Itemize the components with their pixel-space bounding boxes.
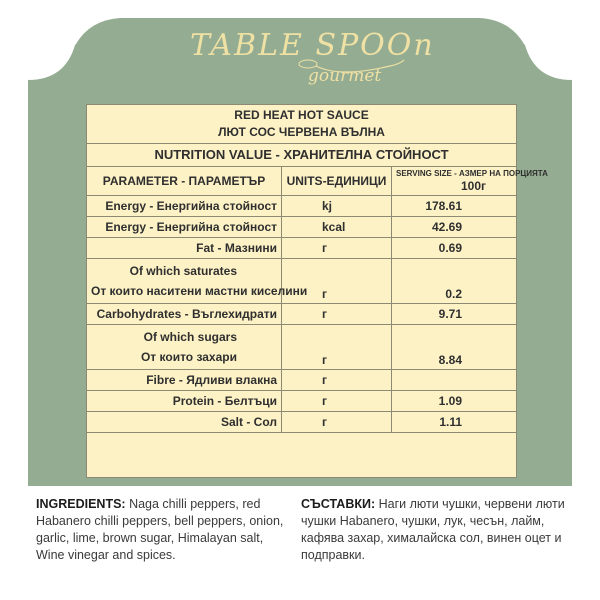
empty-cell bbox=[87, 433, 517, 478]
value-cell: 1.11 bbox=[392, 412, 517, 433]
param-line-2: От които захари bbox=[140, 350, 237, 364]
serving-size-value: 100г bbox=[461, 179, 487, 193]
unit-cell: kcal bbox=[282, 217, 392, 238]
header-serving bbox=[392, 167, 548, 196]
table-row bbox=[87, 370, 517, 391]
table-row bbox=[87, 325, 517, 370]
param-cell: Energy - Енергийна стойност bbox=[87, 196, 282, 217]
serving-size-label: SERVING SIZE - АЗМЕР НА ПОРЦИЯТА bbox=[396, 169, 548, 178]
logo-brand-text: TABLE SPOOn bbox=[190, 28, 435, 63]
ingredients-en bbox=[36, 496, 294, 564]
logo-sub-text: gourmet bbox=[308, 66, 382, 86]
value-cell: 178.61 bbox=[392, 196, 517, 217]
table-row bbox=[87, 304, 517, 325]
table-row bbox=[87, 196, 517, 217]
value-cell: 42.69 bbox=[392, 217, 517, 238]
param-cell: Fibre - Ядливи влакна bbox=[87, 370, 282, 391]
param-cell: Protein - Белтъци bbox=[87, 391, 282, 412]
ingredients-bg-text: Наги люти чушки, червени люти чушки Habanero, чушки, лук, чесън, лайм, кафява захар, хималайска сол, винен оцет и подправки. bbox=[301, 497, 565, 562]
unit-cell: г bbox=[282, 304, 392, 325]
param-cell bbox=[87, 259, 308, 304]
value-cell: 9.71 bbox=[392, 304, 517, 325]
table-row bbox=[87, 391, 517, 412]
unit-cell: г bbox=[282, 325, 392, 370]
ingredients-bg-title: СЪСТАВКИ: bbox=[301, 497, 376, 511]
param-cell: Salt - Сол bbox=[87, 412, 282, 433]
unit-cell: г bbox=[282, 412, 392, 433]
param-cell: Energy - Енергийна стойност bbox=[87, 217, 282, 238]
value-cell bbox=[392, 370, 517, 391]
table-row bbox=[87, 238, 517, 259]
unit-cell: г bbox=[282, 238, 392, 259]
header-parameter: PARAMETER - ПАРАМЕТЪР bbox=[87, 167, 282, 196]
param-line-1: Of which sugars bbox=[143, 330, 237, 344]
product-title-en: RED HEAT HOT SAUCE bbox=[234, 108, 369, 122]
unit-cell: г bbox=[282, 259, 392, 304]
unit-cell: г bbox=[282, 391, 392, 412]
product-title-bg: ЛЮТ СОС ЧЕРВЕНА ВЪЛНА bbox=[218, 125, 385, 139]
value-cell: 0.2 bbox=[392, 259, 517, 304]
empty-row bbox=[87, 433, 517, 478]
nutrition-heading-row bbox=[87, 144, 517, 167]
header-row bbox=[87, 167, 517, 196]
value-cell: 8.84 bbox=[392, 325, 517, 370]
unit-cell: kj bbox=[282, 196, 392, 217]
param-line-2: От които наситени мастни киселини bbox=[91, 284, 308, 298]
table-row bbox=[87, 412, 517, 433]
param-cell: Fat - Мазнини bbox=[87, 238, 282, 259]
param-cell: Carbohydrates - Въглехидрати bbox=[87, 304, 282, 325]
product-title-cell bbox=[87, 105, 517, 144]
param-line-1: Of which saturates bbox=[129, 264, 237, 278]
ingredients-en-title: INGREDIENTS: bbox=[36, 497, 126, 511]
nutrition-heading: NUTRITION VALUE - ХРАНИТЕЛНА СТОЙНОСТ bbox=[87, 144, 517, 167]
title-row bbox=[87, 105, 517, 144]
value-cell: 1.09 bbox=[392, 391, 517, 412]
table-row bbox=[87, 217, 517, 238]
param-cell bbox=[87, 325, 282, 370]
nutrition-table bbox=[86, 104, 548, 478]
ingredients-en-text: Naga chilli peppers, red Habanero chilli peppers, bell peppers, onion, garlic, lime, brown sugar, Himalayan salt, Wine vinegar and spices. bbox=[36, 497, 284, 562]
header-units: UNITS-ЕДИНИЦИ bbox=[282, 167, 392, 196]
ingredients-bg bbox=[301, 496, 573, 564]
table-row bbox=[87, 259, 517, 304]
brand-logo bbox=[190, 26, 435, 96]
value-cell: 0.69 bbox=[392, 238, 517, 259]
unit-cell: г bbox=[282, 370, 392, 391]
